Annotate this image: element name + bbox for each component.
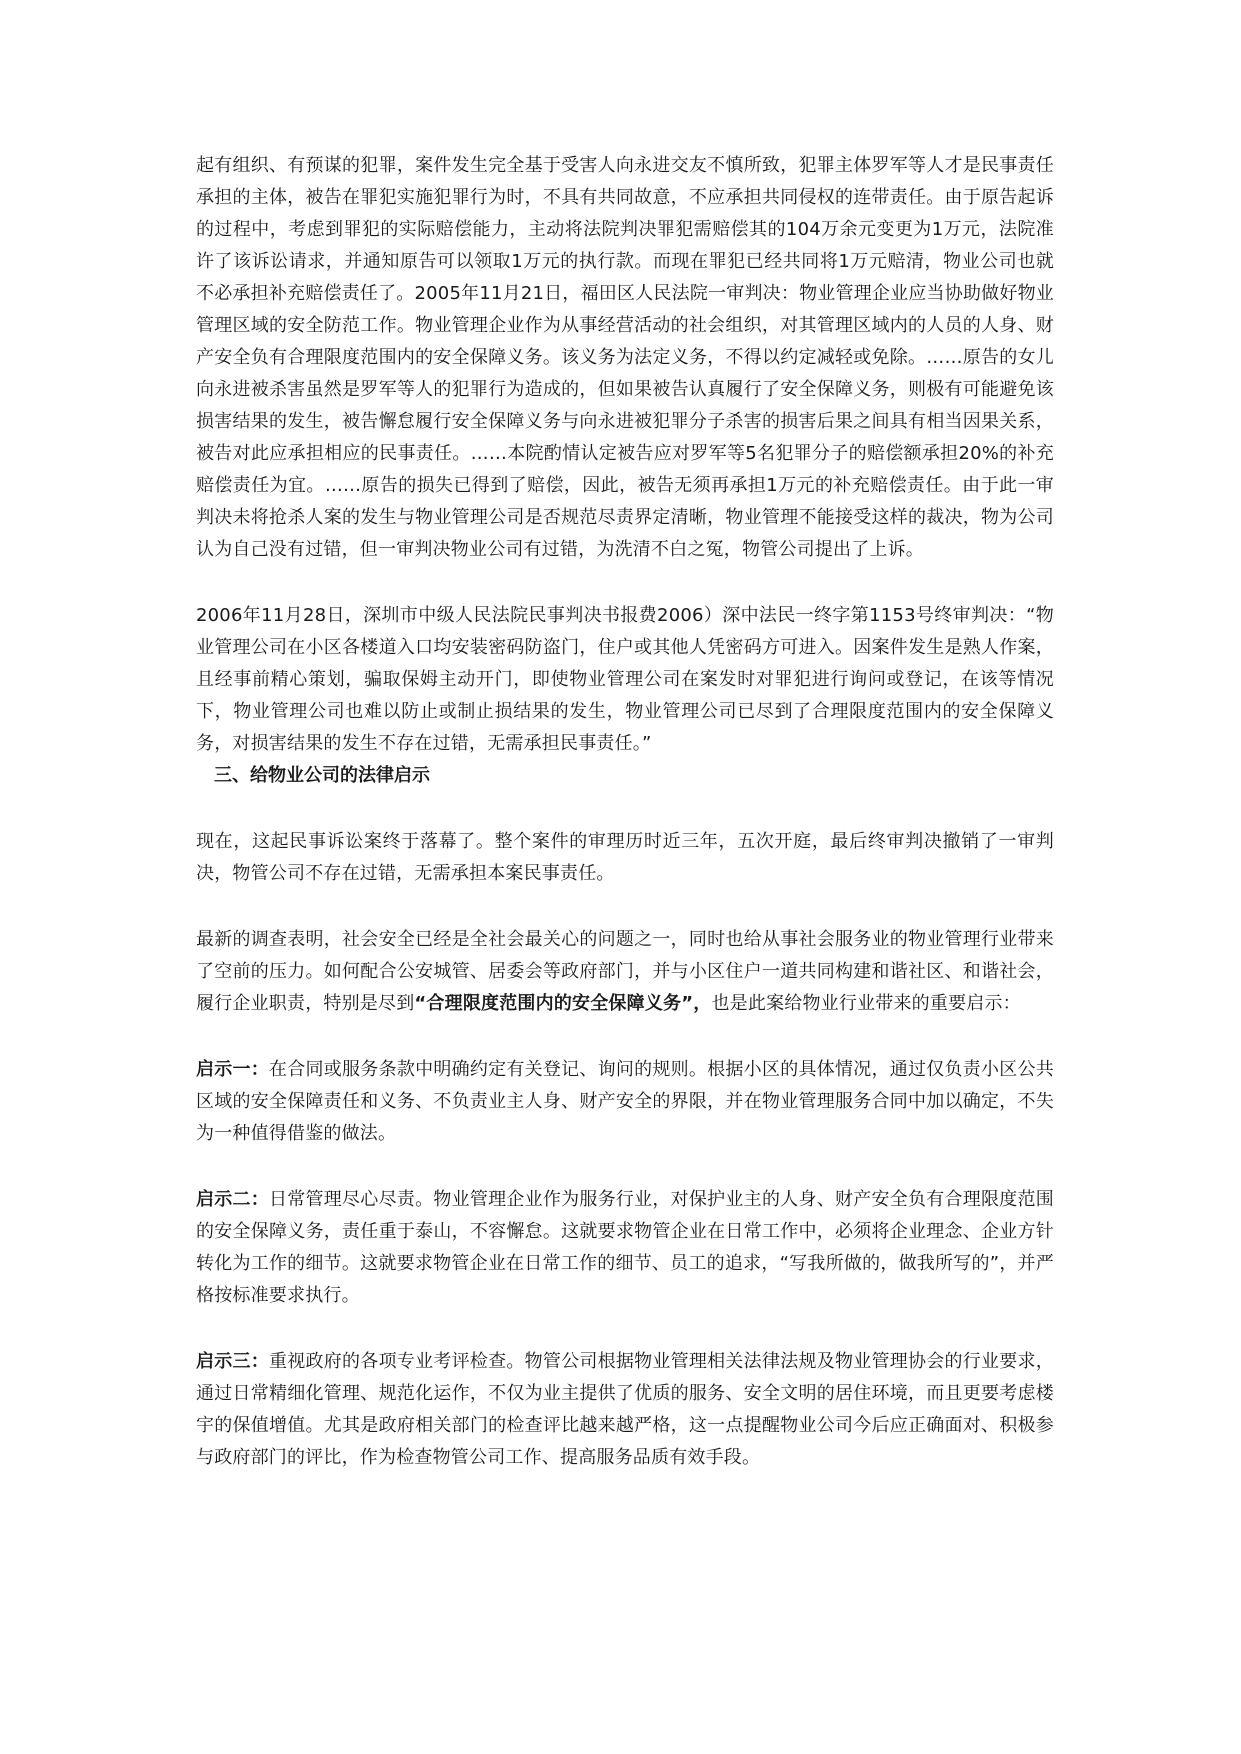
paragraph-insight-three	[196, 1346, 1054, 1474]
paragraph-survey	[196, 924, 1054, 1020]
paragraph-first-instance: 起有组织、有预谋的犯罪，案件发生完全基于受害人向永进交友不慎所致，犯罪主体罗军等人才是民事责任承担的主体，被告在罪犯实施犯罪行为时，不具有共同故意，不应承担共同侵权的连带责任。由于原告起诉的过程中，考虑到罪犯的实际赔偿能力，主动将法院判决罪犯需赔偿其的104万余元变更为1万元，法院准许了该诉讼请求，并通知原告可以领取1万元的执行款。而现在罪犯已经共同将1万元赔清，物业公司也就不必承担补充赔偿责任了。2005年11月21日，福田区人民法院一审判决：物业管理企业应当协助做好物业管理区域的安全防范工作。物业管理企业作为从事经营活动的社会组织，对其管理区域内的人员的人身、财产安全负有合理限度范围内的安全保障义务。该义务为法定义务，不得以约定减轻或免除。……原告的女儿向永进被杀害虽然是罗军等人的犯罪行为造成的，但如果被告认真履行了安全保障义务，则极有可能避免该损害结果的发生，被告懈怠履行安全保障义务与向永进被犯罪分子杀害的损害后果之间具有相当因果关系，被告对此应承担相应的民事责任。……本院酌情认定被告应对罗军等5名犯罪分子的赔偿额承担20%的补充赔偿责任为宜。……原告的损失已得到了赔偿，因此，被告无须再承担1万元的补充赔偿责任。由于此一审判决未将抢杀人案的发生与物业管理公司是否规范尽责界定清晰，物业管理不能接受这样的裁决，物为公司认为自己没有过错，但一审判决物业公司有过错，为洗清不白之冤，物管公司提出了上诉。	[196, 155, 1054, 560]
insight-one-text: 在合同或服务条款中明确约定有关登记、询问的规则。根据小区的具体情况，通过仅负责小区公共区域的安全保障责任和义务、不负责业主人身、财产安全的界限，并在物业管理服务合同中加以确定，不失为一种值得借鉴的做法。	[196, 1059, 1054, 1144]
paragraph-case-closed: 现在，这起民事诉讼案终于落幕了。整个案件的审理历时近三年，五次开庭，最后终审判决撤销了一审判决，物管公司不存在过错，无需承担本案民事责任。	[196, 831, 1054, 884]
paragraph-final-judgment: 2006年11月28日，深圳市中级人民法院民事判决书报费2006）深中法民一终字第1153号终审判决：“物业管理公司在小区各楼道入口均安装密码防盗门，住户或其他人凭密码方可进入。因案件发生是熟人作案，且经事前精心策划，骗取保姆主动开门，即使物业管理公司在案发时对罪犯进行询问或登记，在该等情况下，物业管理公司也难以防止或制止损结果的发生，物业管理公司已尽到了合理限度范围内的安全保障义务，对损害结果的发生不存在过错，无需承担民事责任。”	[196, 605, 1054, 754]
survey-text-end: 也是此案给物业行业带来的重要启示：	[711, 993, 1021, 1014]
paragraph-insight-one	[196, 1054, 1054, 1150]
survey-bold-phrase: “合理限度范围内的安全保障义务”，	[414, 993, 712, 1014]
survey-text-start: 最新的调查表明，社会安全已经是全社会最关心的问题之一，同时也给从事社会服务业的物业管理行业带来了空前的压力。如何配合公安城管、居委会等政府部门，并与小区住户一道共同构建和谐社区、和谐社会，履行企业职责，特别是尽到	[196, 929, 1054, 1014]
section-heading-legal-insights: 三、给物业公司的法律启示	[214, 765, 430, 786]
insight-three-text: 重视政府的各项专业考评检查。物管公司根据物业管理相关法律法规及物业管理协会的行业要求，通过日常精细化管理、规范化运作，不仅为业主提供了优质的服务、安全文明的居住环境，而且更要考虑楼宇的保值增值。尤其是政府相关部门的检查评比越来越严格，这一点提醒物业公司今后应正确面对、积极参与政府部门的评比，作为检查物管公司工作、提高服务品质有效手段。	[196, 1351, 1054, 1468]
insight-two-text: 日常管理尽心尽责。物业管理企业作为服务行业，对保护业主的人身、财产安全负有合理限度范围的安全保障义务，责任重于泰山，不容懈怠。这就要求物管企业在日常工作中，必须将企业理念、企业方针转化为工作的细节。这就要求物管企业在日常工作的细节、员工的追求，“写我所做的，做我所写的”，并严格按标准要求执行。	[196, 1189, 1054, 1306]
paragraph-insight-two	[196, 1184, 1054, 1312]
insight-one-label: 启示一：	[196, 1059, 270, 1080]
document-page	[196, 150, 1054, 1474]
insight-two-label: 启示二：	[196, 1189, 270, 1210]
insight-three-label: 启示三：	[196, 1351, 270, 1372]
